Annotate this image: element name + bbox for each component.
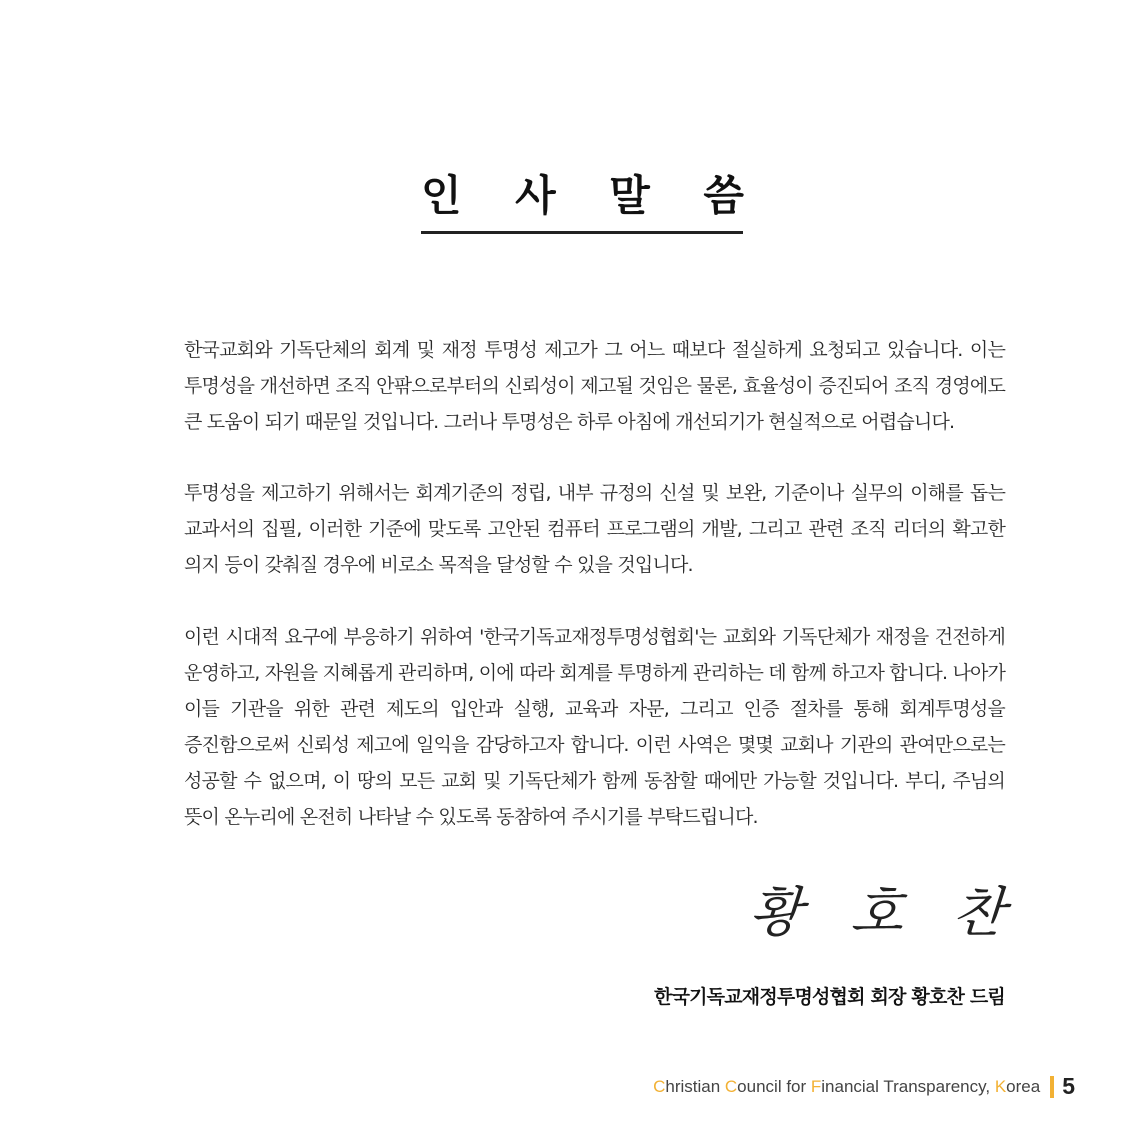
text-line: 투명성을 제고하기 위해서는 회계기준의 정립, 내부 규정의 신설 및 보완, 기준이나 실무의 이해를 돕는 [184,482,1005,504]
paragraph-2 [184,475,1005,583]
accent-letter: K [994,1076,1007,1096]
handwritten-signature [747,870,1007,947]
text-line: 의지 등이 갖춰질 경우에 비로소 목적을 달성할 수 있을 것입니다. [184,554,693,576]
text-line: 성공할 수 없으며, 이 땅의 모든 교회 및 기독단체가 함께 동참할 때에만 가능할 것입니다. 부디, 주님의 [184,770,1005,792]
page-title [421,170,744,222]
signature-char: 황 [747,881,805,944]
text-line: 뜻이 온누리에 온전히 나타날 수 있도록 동참하여 주시기를 부탁드립니다. [184,806,758,828]
paragraph-3 [184,619,1005,835]
footer-text: orea [1006,1076,1041,1096]
signer-line: 한국기독교재정투명성협회 회장 황호찬 드림 [654,986,1005,1008]
footer-text: inancial Transparency, [821,1076,995,1096]
title-char: 말 [609,171,650,220]
text-line: 이런 시대적 요구에 부응하기 위하여 '한국기독교재정투명성협회'는 교회와 기독단체가 재정을 건전하게 [184,626,1005,648]
title-char: 씀 [703,171,744,220]
title-char: 인 [421,171,462,220]
text-line: 운영하고, 자원을 지혜롭게 관리하며, 이에 따라 회계를 투명하게 관리하는 데 함께 하고자 합니다. 나아가 [184,662,1006,684]
title-char: 사 [515,171,556,220]
organization-name [653,1077,1040,1097]
text-line: 증진함으로써 신뢰성 제고에 일익을 감당하고자 합니다. 이런 사역은 몇몇 교회나 기관의 관여만으로는 [184,734,1005,756]
paragraph-1 [184,332,1005,440]
signature-char: 찬 [950,881,1007,944]
signature-char: 호 [848,881,906,944]
title-underline [421,231,743,234]
footer-divider [1050,1076,1054,1098]
text-line: 투명성을 개선하면 조직 안팎으로부터의 신뢰성이 제고될 것임은 물론, 효율성이 증진되어 조직 경영에도 [184,375,1005,397]
text-line: 큰 도움이 되기 때문일 것입니다. 그러나 투명성은 하루 아침에 개선되기가 현실적으로 어렵습니다. [184,411,955,433]
text-line: 한국교회와 기독단체의 회계 및 재정 투명성 제고가 그 어느 때보다 절실하게 요청되고 있습니다. 이는 [184,339,1005,361]
footer [653,1073,1075,1100]
accent-letter: C [724,1076,738,1096]
text-line: 교과서의 집필, 이러한 기준에 맞도록 고안된 컴퓨터 프로그램의 개발, 그리고 관련 조직 리더의 확고한 [184,518,1005,540]
page-number: 5 [1062,1073,1075,1099]
footer-text: ouncil for [737,1076,811,1096]
accent-letter: C [653,1076,666,1096]
text-line: 이들 기관을 위한 관련 제도의 입안과 실행, 교육과 자문, 그리고 인증 절차를 통해 회계투명성을 [184,698,1005,720]
accent-letter: F [810,1076,822,1096]
footer-text: hristian [665,1076,725,1096]
